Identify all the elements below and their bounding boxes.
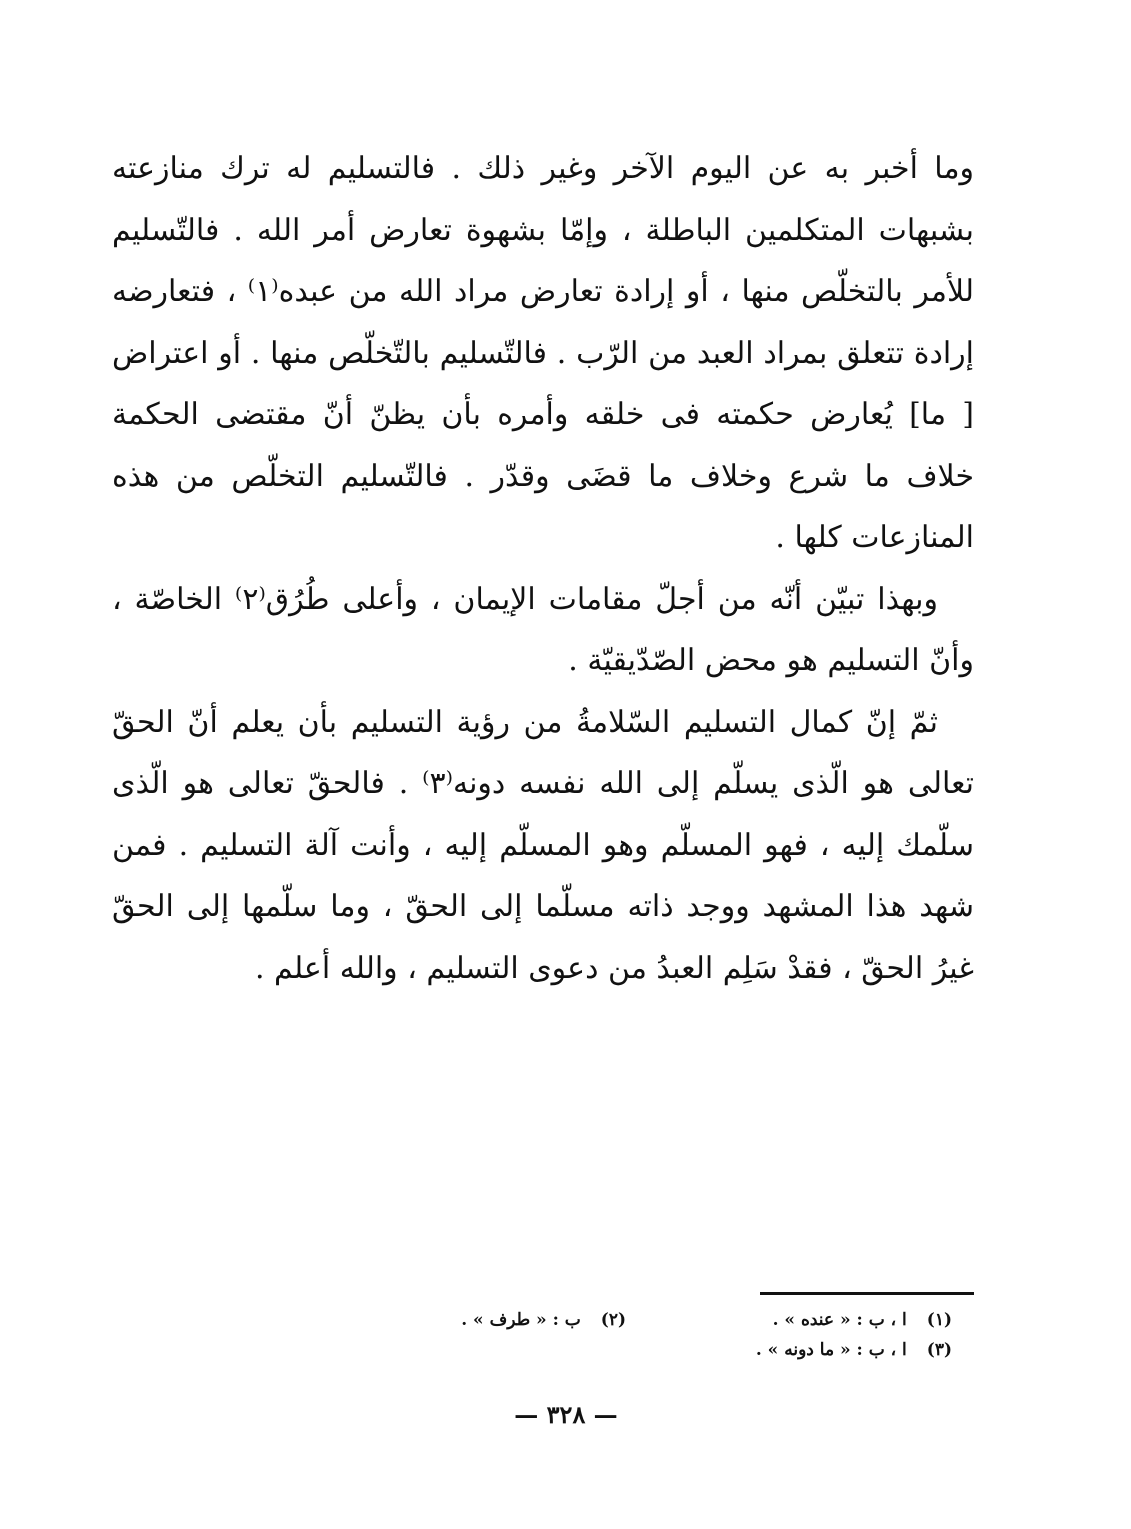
footnote-3	[612, 1335, 952, 1365]
footnote-number: (٣)	[926, 1340, 952, 1360]
footnote-1	[626, 1305, 952, 1335]
footnotes	[300, 1305, 952, 1365]
paragraph-1: وما أخبر به عن اليوم الآخر وغير ذلك . فالتسليم له ترك منازعته بشبهات المتكلمين الباطلة ، وإمّا بشهوة تعارض أمر الله . فالتّسليم للأمر بالتخلّص منها ، أو إرادة تعارض مراد الله من عبده⁽١⁾ ، فتعارضه إرادة تتعلق بمراد العبد من الرّب . فالتّسليم بالتّخلّص منها . أو اعتراض [ ما] يُعارض حكمته فى خلقه وأمره بأن يظنّ أنّ مقتضى الحكمة خلاف ما شرع وخلاف ما قضَى وقدّر . فالتّسليم التخلّص من هذه المنازعات كلها .	[112, 151, 974, 555]
footnote-number: (١)	[926, 1310, 952, 1330]
footnote-row-2	[300, 1335, 952, 1365]
paragraph-2: وبهذا تبيّن أنّه من أجلّ مقامات الإيمان ، وأعلى طُرُق⁽٢⁾ الخاصّة ، وأنّ التسليم هو محض الصّدّيقيّة .	[112, 581, 974, 678]
footnote-2	[300, 1305, 626, 1335]
footnote-text: ب : « طرف » .	[461, 1310, 581, 1330]
footnote-row-1	[300, 1305, 952, 1335]
main-text	[112, 138, 974, 999]
paragraph-3: ثمّ إنّ كمال التسليم السّلامةُ من رؤية التسليم بأن يعلم أنّ الحقّ تعالى هو الّذى يسلّم إلى الله نفسه دونه⁽٣⁾ . فالحقّ تعالى هو الّذى سلّمك إليه ، فهو المسلّم وهو المسلّم إليه ، وأنت آلة التسليم . فمن شهد هذا المشهد ووجد ذاته مسلّما إلى الحقّ ، وما سلّمها إلى الحقّ غيرُ الحقّ ، فقدْ سَلِم العبدُ من دعوى التسليم ، والله أعلم .	[112, 704, 974, 986]
footnote-text: ا ، ب : « عنده » .	[772, 1310, 907, 1330]
footnote-number: (٢)	[600, 1310, 626, 1330]
footnote-separator	[760, 1292, 974, 1295]
page-number: — ٣٢٨ —	[514, 1400, 618, 1429]
footnote-text: ا ، ب : « ما دونه » .	[755, 1340, 907, 1360]
